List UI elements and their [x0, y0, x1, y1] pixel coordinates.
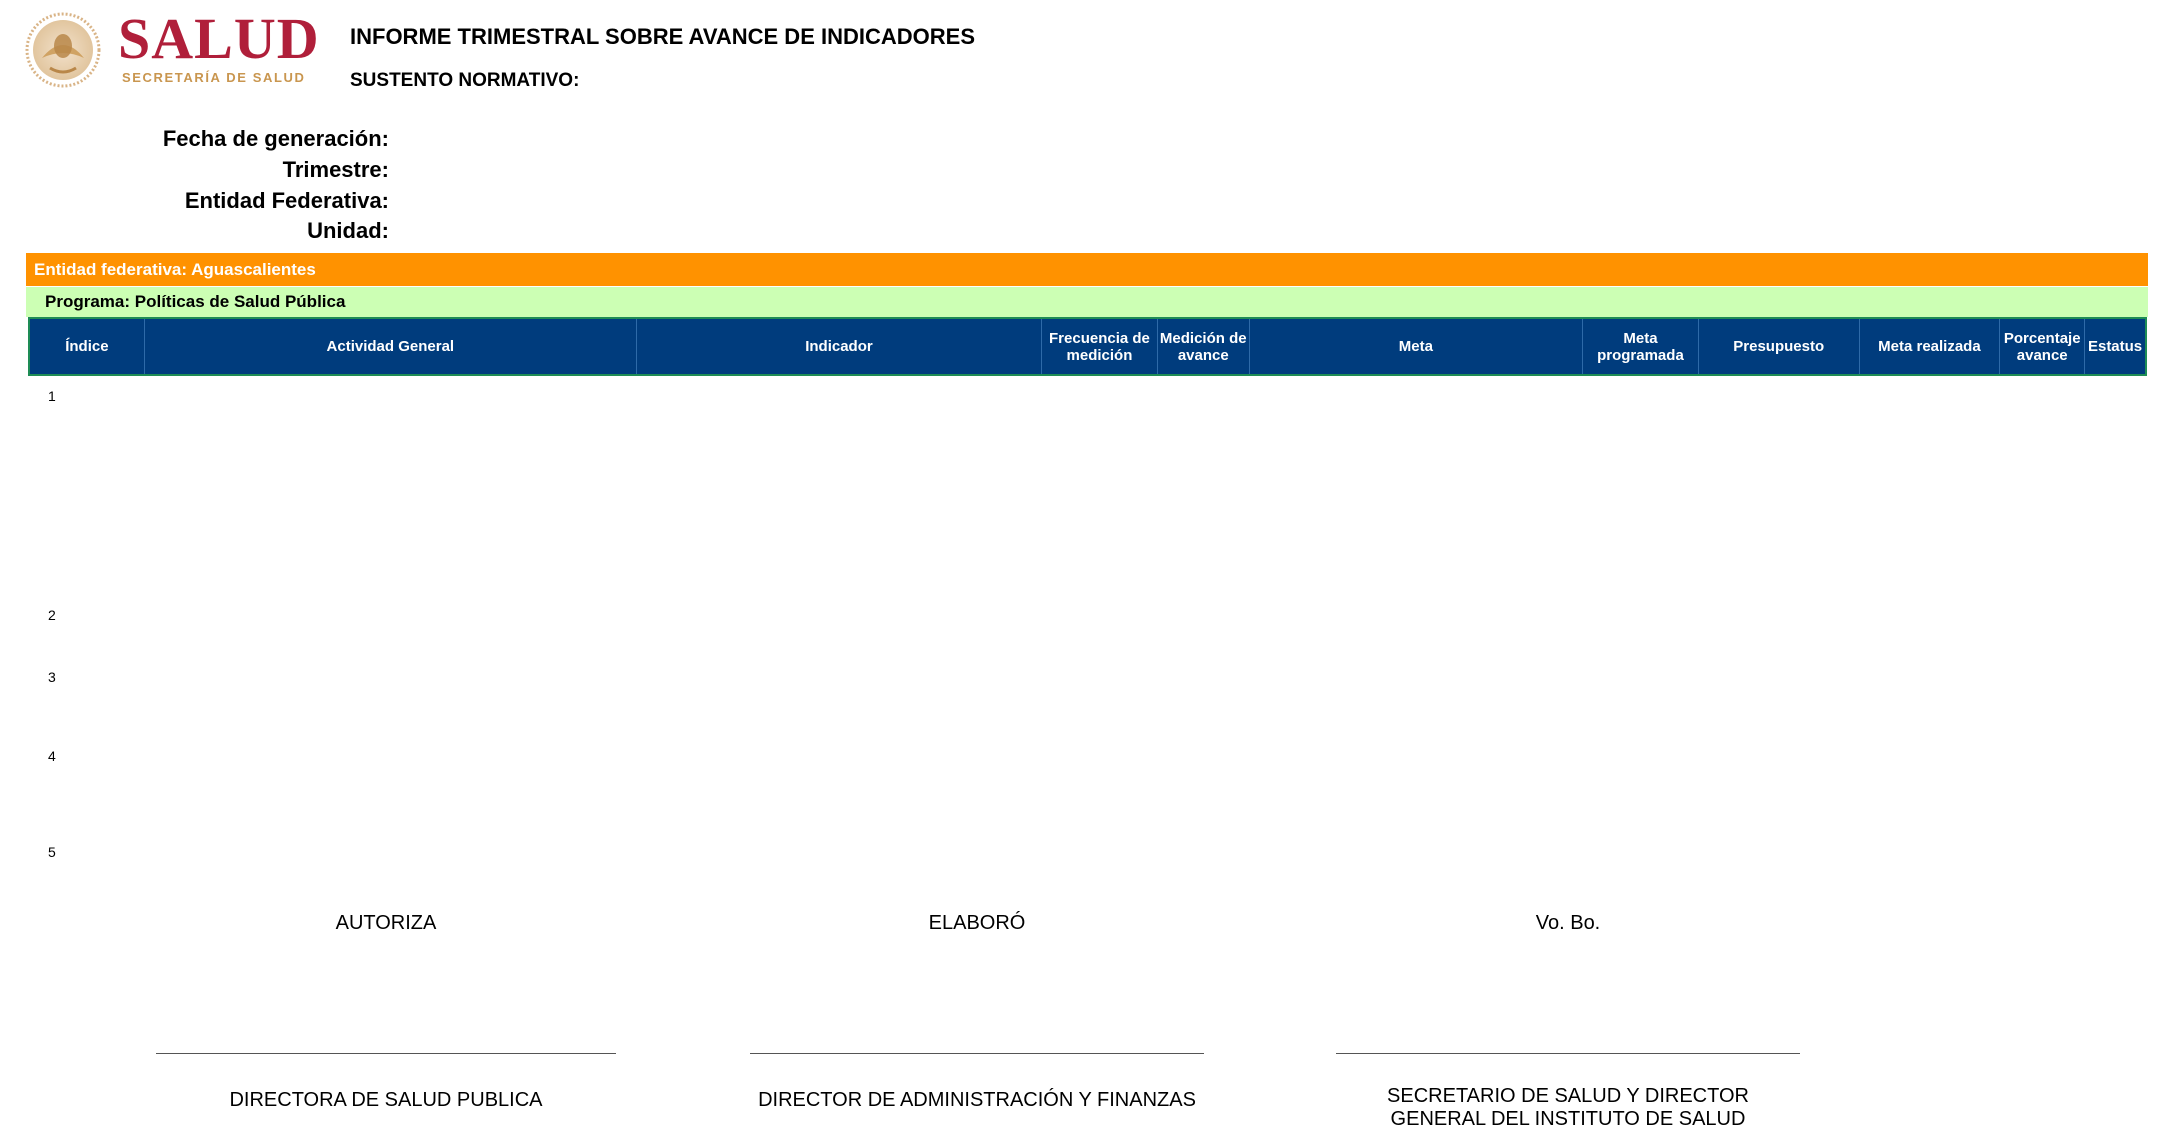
report-title: INFORME TRIMESTRAL SOBRE AVANCE DE INDICADORES — [350, 24, 975, 49]
col-indicador: Indicador — [637, 319, 1042, 374]
entidad-label: Entidad Federativa: — [184, 188, 389, 213]
sig-title-secretario: SECRETARIO DE SALUD Y DIRECTOR GENERAL DEL INSTITUTO DE SALUD — [1387, 1085, 1749, 1130]
col-meta: Meta — [1250, 319, 1583, 374]
brand-name: SALUD — [118, 6, 320, 71]
signature-line — [750, 1053, 1204, 1054]
legal-basis-label: SUSTENTO NORMATIVO: — [350, 70, 580, 91]
col-meta-programada: Meta programada — [1583, 319, 1699, 374]
brand-subtitle: SECRETARÍA DE SALUD — [122, 70, 306, 85]
signature-line — [1336, 1053, 1800, 1054]
sig-role-elaboro: ELABORÓ — [928, 912, 1026, 934]
row-index: 5 — [48, 844, 56, 860]
sig-title-director-admin: DIRECTOR DE ADMINISTRACIÓN Y FINANZAS — [758, 1089, 1196, 1111]
sig-title-directora: DIRECTORA DE SALUD PUBLICA — [229, 1089, 543, 1111]
sig-role-vobo: Vo. Bo. — [1535, 912, 1601, 934]
sig-role-autoriza: AUTORIZA — [335, 912, 437, 934]
col-indice: Índice — [30, 319, 145, 374]
row-index: 4 — [48, 748, 56, 764]
col-medicion-avance: Medición de avance — [1158, 319, 1250, 374]
row-index: 1 — [48, 388, 56, 404]
coat-of-arms-logo-icon — [20, 12, 106, 88]
row-index: 2 — [48, 607, 56, 623]
programa-band: Programa: Políticas de Salud Pública — [26, 287, 2148, 317]
col-estatus: Estatus — [2087, 338, 2143, 355]
col-meta-realizada: Meta realizada — [1860, 319, 2001, 374]
trimestre-label: Trimestre: — [282, 157, 389, 182]
col-porcentaje-avance: Porcentaje avance — [2000, 319, 2085, 374]
row-index: 3 — [48, 669, 56, 685]
unidad-label: Unidad: — [307, 218, 389, 243]
table-header — [28, 317, 2147, 376]
col-frecuencia-medicion: Frecuencia de medición — [1042, 319, 1158, 374]
brand-logo — [118, 6, 320, 85]
col-presupuesto: Presupuesto — [1699, 319, 1860, 374]
fecha-label: Fecha de generación: — [162, 126, 389, 151]
entidad-band: Entidad federativa: Aguascalientes — [26, 253, 2148, 286]
col-actividad-general: Actividad General — [145, 319, 637, 374]
signature-line — [156, 1053, 616, 1054]
